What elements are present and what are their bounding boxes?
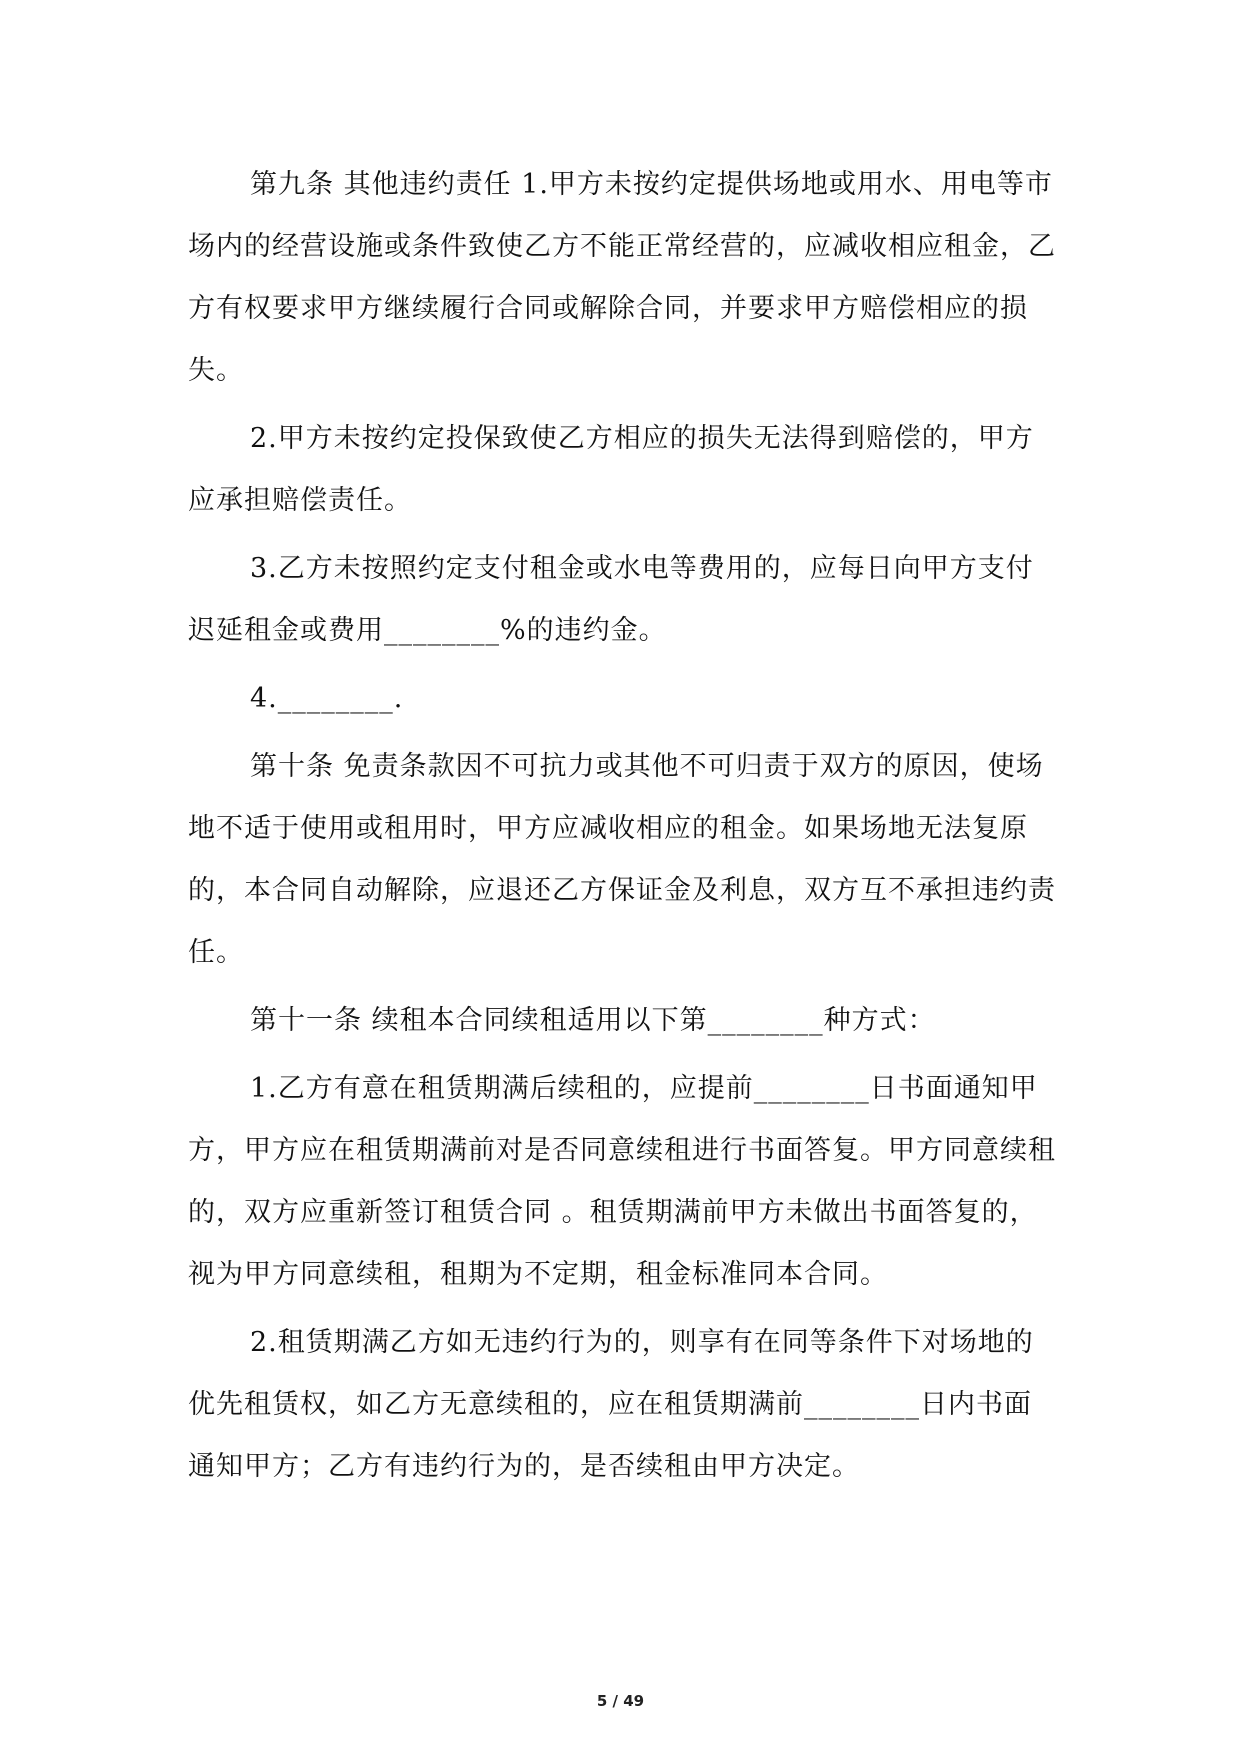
document-body — [188, 154, 1058, 1504]
clause-10-paragraph: 第十条 免责条款因不可抗力或其他不可归责于双方的原因，使场地不适于使用或租用时，甲方应减收相应的租金。如果场地无法复原的，本合同自动解除，应退还乙方保证金及利息，双方互不承担违约责任。 — [188, 751, 1056, 968]
clause-11-item-1: 1.乙方有意在租赁期满后续租的，应提前________日书面通知甲方，甲方应在租赁期满前对是否同意续租进行书面答复。甲方同意续租的，双方应重新签订租赁合同 。租赁期满前甲方未做出书面答复的，视为甲方同意续租，租期为不定期，租金标准同本合同。 — [188, 1073, 1056, 1290]
clause-9-item-3: 3.乙方未按照约定支付租金或水电等费用的，应每日向甲方支付迟延租金或费用________%的违约金。 — [188, 553, 1034, 646]
clause-9-item-2: 2.甲方未按约定投保致使乙方相应的损失无法得到赔偿的，甲方应承担赔偿责任。 — [188, 423, 1034, 516]
clause-9-paragraph: 第九条 其他违约责任 1.甲方未按约定提供场地或用水、用电等市场内的经营设施或条件致使乙方不能正常经营的，应减收相应租金，乙方有权要求甲方继续履行合同或解除合同，并要求甲方赔偿相应的损失。 — [188, 169, 1056, 386]
page-number: 5 / 49 — [596, 1692, 645, 1710]
clause-11-item-2: 2.租赁期满乙方如无违约行为的，则享有在同等条件下对场地的优先租赁权，如乙方无意续租的，应在租赁期满前________日内书面通知甲方；乙方有违约行为的，是否续租由甲方决定。 — [188, 1327, 1034, 1482]
clause-9-item-4: 4.________. — [250, 683, 404, 714]
clause-11-paragraph: 第十一条 续租本合同续租适用以下第________种方式： — [250, 1005, 936, 1036]
